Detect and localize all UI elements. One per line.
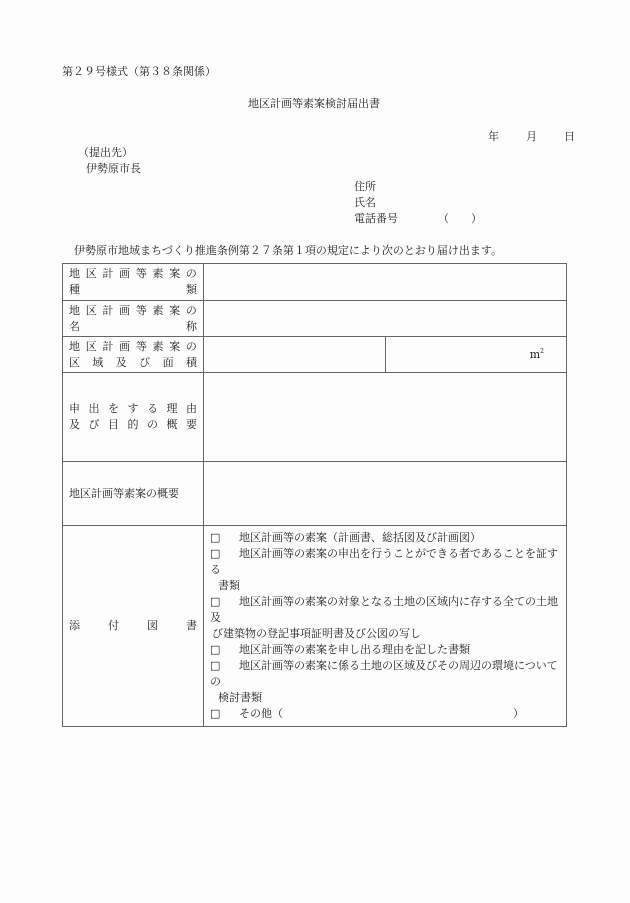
- label-char: 及: [69, 418, 80, 431]
- label-char: の: [185, 303, 197, 317]
- label-char: 計: [102, 267, 114, 280]
- label-char: 計: [102, 339, 114, 353]
- label-char: 区: [69, 355, 80, 369]
- unit-square-meter: $m^2$: [529, 348, 544, 361]
- label-char: 類: [186, 283, 197, 296]
- attachment-item: [210, 706, 560, 722]
- label-char: 由: [186, 402, 197, 415]
- checkbox-icon[interactable]: □: [210, 707, 221, 720]
- label-char: を: [108, 402, 119, 415]
- attachment-text: 地区計画等の素案の対象となる土地の区域内に存する全ての土地及: [210, 595, 558, 624]
- form-number: 第２９号様式（第３８条関係）: [62, 65, 216, 78]
- label-reason-purpose: [63, 373, 204, 462]
- label-char: 案: [169, 303, 181, 317]
- label-char: 区: [85, 267, 97, 280]
- label-char: の: [185, 267, 197, 280]
- address-label: 住所: [354, 180, 376, 193]
- recipient-name: 伊勢原市長: [86, 162, 141, 175]
- label-char: 要: [186, 418, 197, 431]
- label-char: 計: [102, 303, 114, 317]
- label-char: び: [88, 418, 100, 431]
- attachment-item: [210, 642, 560, 658]
- value-area-size[interactable]: [385, 337, 567, 373]
- attachment-text: 地区計画等の素案に係る土地の区域及びその周辺の環境についての: [210, 659, 558, 688]
- label-char: 面: [162, 355, 174, 369]
- recipient-label: （提出先）: [78, 146, 133, 159]
- label-char: 地: [69, 339, 80, 353]
- label-char: る: [147, 402, 158, 415]
- phone-label: 電話番号: [354, 212, 398, 225]
- label-char: 画: [119, 267, 131, 280]
- date-line: [488, 130, 575, 144]
- label-char: の: [185, 339, 197, 353]
- checkbox-icon[interactable]: □: [210, 547, 221, 560]
- checkbox-icon[interactable]: □: [210, 595, 221, 608]
- table-row: [63, 462, 567, 526]
- label-char: 等: [135, 339, 147, 353]
- value-proposal-name[interactable]: [204, 301, 567, 337]
- label-char: 名: [69, 319, 80, 333]
- date-year: 年: [488, 130, 499, 143]
- label-char: 画: [119, 303, 131, 317]
- value-proposal-summary[interactable]: [204, 462, 567, 526]
- attachment-text: その他（: [228, 707, 283, 720]
- label-char: 図: [147, 619, 158, 632]
- table-row: [63, 264, 567, 301]
- label-char: 地: [69, 267, 80, 280]
- label-char: 画: [119, 339, 131, 353]
- label-attachments: [63, 526, 204, 727]
- label-char: 概: [166, 418, 178, 431]
- document-title: 地区計画等素案検討届出書: [248, 97, 380, 110]
- label-char: び: [139, 355, 151, 369]
- label-char: 添: [69, 619, 80, 632]
- label-char: 等: [135, 303, 147, 317]
- label-char: 等: [135, 267, 147, 280]
- phone-row: [354, 211, 482, 227]
- label-char: 区: [85, 339, 97, 353]
- value-reason-purpose[interactable]: [204, 373, 567, 462]
- label-char: 地: [69, 303, 80, 317]
- table-row: [63, 526, 567, 727]
- attachment-text: 地区計画等の素案を申し出る理由を記した書類: [228, 643, 470, 656]
- applicant-block: [354, 179, 482, 227]
- form-table: [62, 263, 567, 727]
- label-proposal-summary: 地区計画等素案の概要: [63, 462, 204, 526]
- table-row: [63, 301, 567, 337]
- attachment-item: [210, 530, 560, 546]
- label-char: 書: [186, 619, 197, 632]
- attachment-text-continued: 検討書類: [218, 691, 262, 704]
- label-char: 素: [152, 267, 164, 280]
- table-row: [63, 337, 567, 373]
- checkbox-icon[interactable]: □: [210, 659, 221, 672]
- label-char: 種: [69, 283, 80, 296]
- value-proposal-type[interactable]: [204, 264, 567, 301]
- label-char: 案: [169, 339, 181, 353]
- attachment-text: 地区計画等の素案（計画書、総括図及び計画図）: [228, 531, 481, 544]
- checkbox-icon[interactable]: □: [210, 643, 221, 656]
- label-char: 案: [169, 267, 181, 280]
- label-char: す: [127, 402, 139, 415]
- label-proposal-name: [63, 301, 204, 337]
- label-char: 出: [88, 402, 100, 415]
- date-day: 日: [564, 130, 575, 143]
- value-area[interactable]: [204, 337, 386, 373]
- label-char: 域: [92, 355, 104, 369]
- checkbox-icon[interactable]: □: [210, 531, 221, 544]
- label-char: 目: [108, 418, 119, 431]
- label-char: 積: [185, 355, 197, 369]
- attachment-item: [210, 658, 560, 690]
- label-char: 区: [85, 303, 97, 317]
- label-area-and-size: [63, 337, 204, 373]
- label-char: 及: [115, 355, 127, 369]
- attachment-text-continued: 書類: [218, 579, 240, 592]
- label-char: 理: [166, 402, 178, 415]
- other-close-paren: ）: [513, 707, 524, 720]
- label-char: 付: [108, 619, 119, 632]
- phone-parens: （ ）: [438, 212, 482, 225]
- table-row: [63, 373, 567, 462]
- attachment-item: [210, 546, 560, 578]
- label-char: 称: [186, 319, 197, 333]
- label-char: 申: [69, 402, 80, 415]
- attachment-item: [210, 594, 560, 626]
- intro-text: 伊勢原市地域まちづくり推進条例第２７条第１項の規定により次のとおり届け出ます。: [74, 244, 503, 257]
- attachment-text: 地区計画等の素案の申出を行うことができる者であることを証する: [210, 547, 558, 576]
- label-proposal-type: [63, 264, 204, 301]
- label-char: 的: [127, 418, 139, 431]
- date-month: 月: [526, 130, 537, 143]
- label-char: 素: [152, 339, 164, 353]
- attachments-list: [204, 526, 567, 727]
- attachment-text-continued: び建築物の登記事項証明書及び公図の写し: [212, 627, 421, 640]
- label-char: の: [147, 418, 158, 431]
- name-label: 氏名: [354, 196, 376, 209]
- label-char: 素: [152, 303, 164, 317]
